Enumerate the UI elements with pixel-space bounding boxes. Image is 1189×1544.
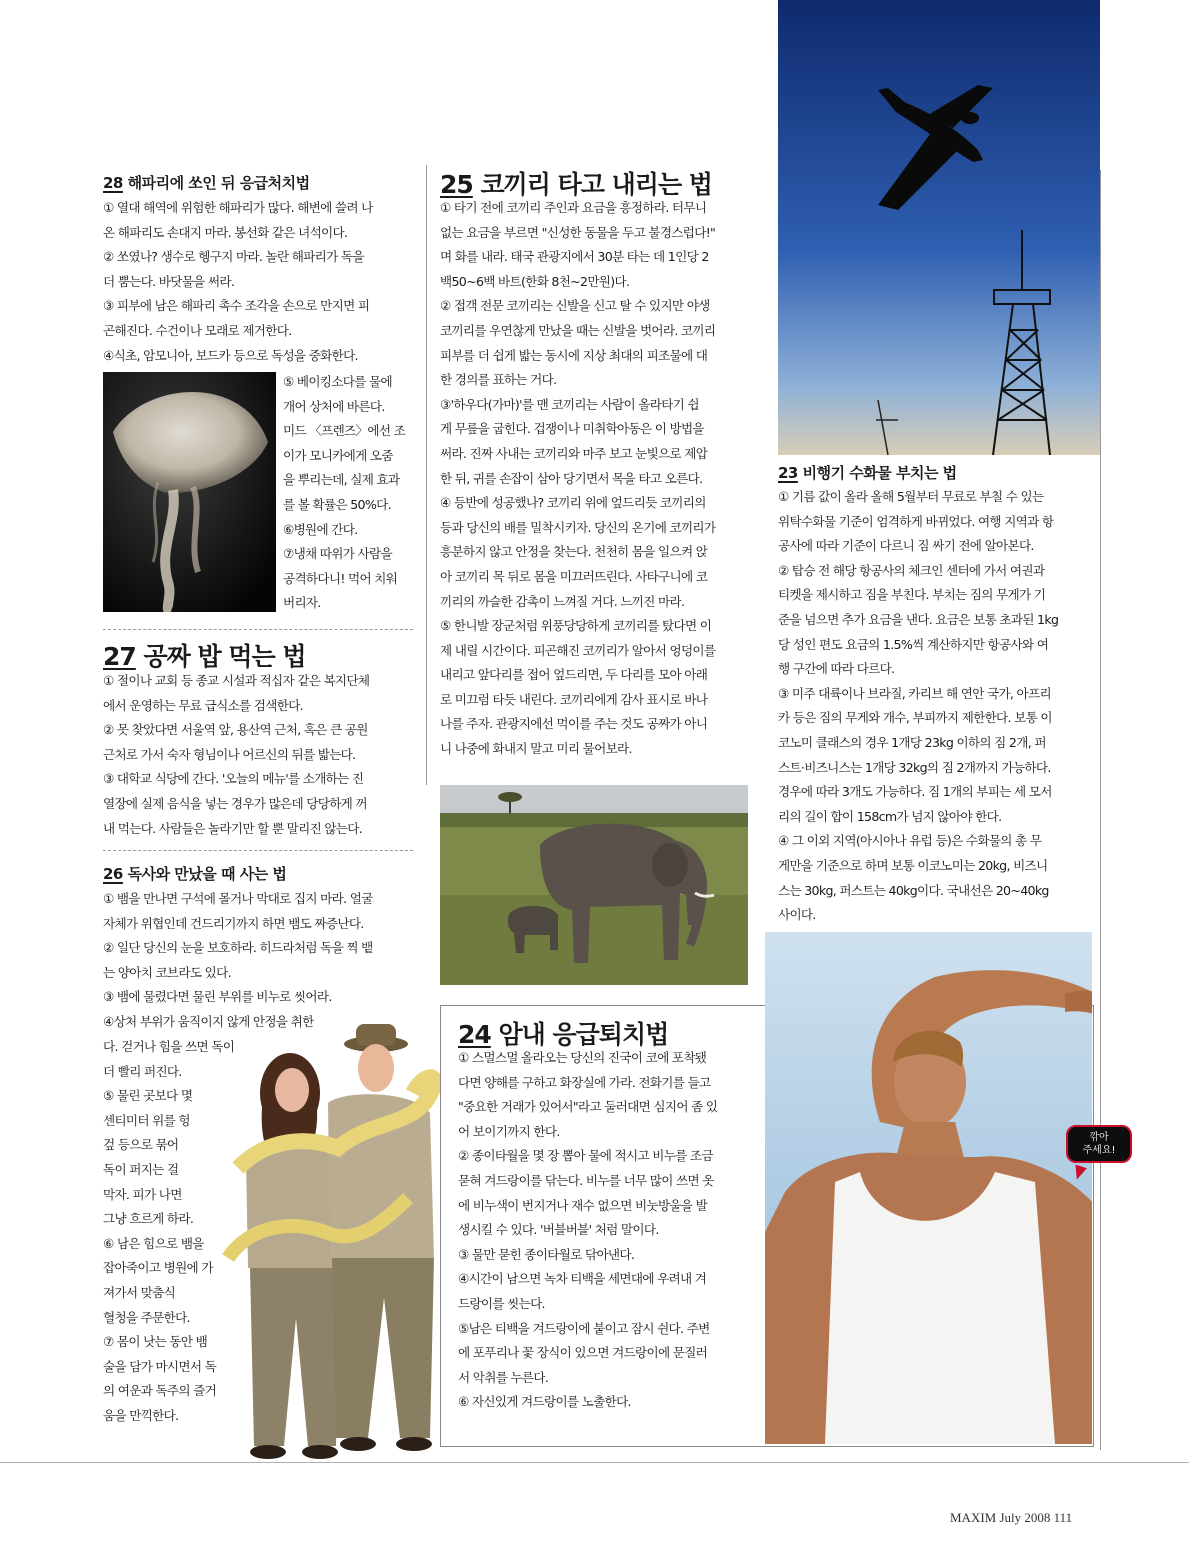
s28-side-line: 미드 〈프렌즈〉에선 조: [283, 423, 406, 439]
s25-line: ① 타기 전에 코끼리 주인과 요금을 흥정하라. 터무니: [440, 200, 707, 215]
s24-line: 서 악취를 누른다.: [458, 1369, 549, 1385]
s28-side-line: 를 볼 확률은 50%다.: [283, 496, 391, 512]
s23-line: ① 기름 값이 올라 올해 5월부터 무료로 부칠 수 있는: [778, 489, 1044, 504]
s25-line: 없는 요금을 부르면 "신성한 동물을 두고 불경스럽다!": [440, 224, 716, 240]
s23-line: 준을 넘으면 추가 요금을 낸다. 요금은 보통 초과된 1kg: [778, 611, 1059, 627]
s25-line: 나를 주자. 관광지에선 먹이를 주는 것도 공짜가 아니: [440, 716, 708, 732]
s23-line: 리의 길이 합이 158cm가 넘지 않아야 한다.: [778, 808, 1002, 824]
s25-line: 등과 당신의 배를 밀착시키자. 당신의 온기에 코끼리가: [440, 519, 716, 535]
s27-heading: [103, 637, 306, 673]
s28-line: ① 열대 해역에 위험한 해파리가 많다. 해변에 쓸려 나: [103, 200, 373, 215]
s28-side-line: ⑥병원에 간다.: [283, 521, 358, 537]
s25-line: 제 내릴 시간이다. 피곤해진 코끼리가 알아서 엉덩이를: [440, 642, 716, 658]
s27-number: 27: [103, 642, 136, 671]
divider: [103, 850, 413, 851]
s24-line: 생시킬 수 있다. '버블버블' 처럼 말이다.: [458, 1222, 659, 1238]
s24-line: 에 비누색이 번지거나 재수 없으면 비눗방울을 발: [458, 1197, 708, 1213]
s23-line: 행 구간에 따라 다르다.: [778, 661, 895, 677]
s26-number: 26: [103, 865, 123, 883]
airplane-sky-photo: [778, 0, 1100, 455]
s25-title: 코끼리 타고 내리는 법: [472, 170, 712, 199]
s26-narrow-line: 잡아죽이고 병원에 가: [103, 1260, 213, 1276]
s26-narrow-line: 의 여운과 독주의 즐거: [103, 1383, 217, 1399]
s25-line: 피부를 더 쉽게 밟는 동시에 지상 최대의 피조물에 대: [440, 347, 708, 363]
s23-line: 위탁수화물 기준이 엄격하게 바뀌었다. 여행 지역과 항: [778, 513, 1054, 529]
s23-line: ④ 그 이외 지역(아시아나 유럽 등)은 수화물의 총 무: [778, 833, 1042, 849]
s25-line: 끼리의 까슬한 감촉이 느껴질 거다. 느끼진 마라.: [440, 593, 685, 609]
s28-body: [103, 196, 415, 368]
page-bottom-rule: [0, 1462, 1189, 1463]
s25-line: 코끼리를 우연찮게 만났을 때는 신발을 벗어라. 코끼리: [440, 322, 716, 338]
s25-line: 흥분하지 않고 안정을 찾는다. 천천히 몸을 일으켜 앉: [440, 544, 708, 560]
s26-line: ④상처 부위가 움직이지 않게 안정을 취한: [103, 1013, 314, 1029]
s26-line: ③ 뱀에 물렸다면 물린 부위를 비누로 씻어라.: [103, 989, 332, 1005]
s25-line: 게 무릎을 굽힌다. 겁쟁이나 미취학아동은 이 방법을: [440, 421, 704, 437]
s23-line: 스트·비즈니스는 1개당 32kg의 짐 2개까지 가능하다.: [778, 759, 1051, 775]
s24-line: 다면 양해를 구하고 화장실에 가라. 전화기를 들고: [458, 1074, 711, 1090]
s26-narrow-line: 겊 등으로 묶어: [103, 1137, 179, 1153]
s28-side-line: 이가 모니카에게 오줌: [283, 447, 393, 463]
s24-line: ② 종이타월을 몇 장 뽑아 물에 적시고 비누를 조금: [458, 1148, 713, 1164]
s25-line: ③'하우다(가마)'를 맨 코끼리는 사람이 올라타기 쉽: [440, 396, 699, 412]
s24-line: 묻혀 겨드랑이를 닦는다. 비누를 너무 많이 쓰면 옷: [458, 1172, 714, 1188]
s28-line: 온 해파리도 손대지 마라. 봉선화 같은 녀석이다.: [103, 224, 348, 240]
s24-number: 24: [458, 1020, 491, 1049]
s26-line: ② 일단 당신의 눈을 보호하라. 히드라처럼 독을 찍 뱉: [103, 940, 373, 956]
s25-number: 25: [440, 170, 473, 199]
s27-line: 에서 운영하는 무료 급식소를 검색한다.: [103, 697, 303, 713]
s25-line: 아 코끼리 목 뒤로 몸을 미끄러뜨린다. 사타구니에 코: [440, 568, 708, 584]
s28-line: ③ 피부에 남은 해파리 촉수 조각을 손으로 만지면 피: [103, 298, 370, 314]
bubble-line: 깎아: [1089, 1132, 1109, 1143]
speech-bubble: [1066, 1125, 1132, 1163]
s23-line: 경우에 따라 3개도 가능하다. 짐 1개의 부피는 세 모서: [778, 784, 1052, 800]
s28-side-line: 개어 상처에 바른다.: [283, 398, 385, 414]
s24-line: ⑥ 자신있게 겨드랑이를 노출한다.: [458, 1394, 631, 1410]
s24-line: ① 스멀스멀 올라오는 당신의 진국이 코에 포착됐: [458, 1050, 707, 1065]
s25-body: [440, 196, 758, 762]
s25-line: 백50~6백 바트(한화 8천~2만원)다.: [440, 273, 630, 289]
s27-body: [103, 669, 415, 841]
s26-title: 독사와 만났을 때 사는 법: [122, 865, 287, 883]
s23-line: 공사에 따라 기준이 다르니 짐 싸기 전에 알아본다.: [778, 538, 1034, 554]
jellyfish-photo: [103, 372, 276, 612]
s24-line: 드랑이를 씻는다.: [458, 1295, 545, 1311]
page-folio: MAXIM July 2008 111: [950, 1510, 1073, 1525]
s28-side-line: 버리자.: [283, 595, 321, 611]
s28-line: 곤해진다. 수건이나 모래로 제거한다.: [103, 322, 292, 338]
s24-line: 어 보이기까지 한다.: [458, 1123, 560, 1139]
s28-line: ④식초, 암모니아, 보드카 등으로 독성을 중화한다.: [103, 347, 358, 363]
s23-line: 카 등은 짐의 무게와 개수, 부피까지 제한한다. 보통 이: [778, 710, 1052, 726]
column-divider: [426, 165, 427, 785]
s23-title: 비행기 수화물 부치는 법: [797, 464, 957, 482]
s23-number: 23: [778, 464, 798, 482]
s26-narrow-line: 술을 담가 마시면서 독: [103, 1358, 217, 1374]
s25-line: ④ 등반에 성공했나? 코끼리 위에 엎드리듯 코끼리의: [440, 495, 706, 511]
s28-number: 28: [103, 174, 123, 192]
s23-line: ③ 미주 대륙이나 브라질, 카리브 해 연안 국가, 아프리: [778, 685, 1051, 701]
s28-side-line: 공격하다니! 먹어 치워: [283, 570, 398, 586]
s25-line: 며 화를 내라. 태국 관광지에서 30분 타는 데 1인당 2: [440, 249, 709, 265]
s28-heading: [103, 172, 310, 193]
s26-narrow-line: 다. 걷거나 힘을 쓰면 독이: [103, 1039, 235, 1054]
s26-narrow-line: 센티미터 위를 헝: [103, 1112, 190, 1128]
divider: [103, 629, 413, 630]
s28-side-line: 을 뿌리는데, 실제 효과: [283, 472, 400, 488]
s26-narrow-line: 독이 퍼지는 걸: [103, 1161, 179, 1177]
s25-line: 니 나중에 화내지 말고 미리 물어보라.: [440, 741, 632, 757]
s24-title: 암내 응급퇴치법: [490, 1020, 669, 1049]
s25-line: 내리고 앞다리를 접어 엎드리면, 두 다리를 모아 아래: [440, 667, 708, 683]
s23-line: 게만을 기준으로 하며 보통 이코노미는 20kg, 비즈니: [778, 857, 1048, 873]
s24-line: 에 포푸리나 꽃 장식이 있으면 겨드랑이에 문질러: [458, 1345, 708, 1361]
s26-narrow-line: 져가서 맞춤식: [103, 1284, 176, 1300]
s27-line: 내 먹는다. 사람들은 놀라기만 할 뿐 말리진 않는다.: [103, 820, 363, 836]
s25-line: ② 접객 전문 코끼리는 신발을 신고 탈 수 있지만 야생: [440, 298, 710, 314]
man-raising-arm-photo: [765, 932, 1092, 1444]
s27-line: 근처로 가서 숙자 형님이나 어르신의 뒤를 밟는다.: [103, 746, 356, 762]
s26-narrow-line: 막자. 피가 나면: [103, 1186, 182, 1202]
s23-line: 코노미 클래스의 경우 1개당 23kg 이하의 짐 2개, 퍼: [778, 734, 1046, 750]
s26-narrow-line: 더 빨리 퍼진다.: [103, 1063, 182, 1079]
elephant-photo: [440, 785, 748, 985]
s28-side-body: [283, 370, 418, 616]
s24-line: ⑤남은 티백을 겨드랑이에 붙이고 잠시 쉰다. 주변: [458, 1320, 710, 1336]
s24-line: ④시간이 남으면 녹차 티백을 세면대에 우려내 겨: [458, 1271, 707, 1287]
s26-line: 는 양아치 코브라도 있다.: [103, 964, 231, 980]
s27-title: 공짜 밥 먹는 법: [135, 642, 306, 671]
s26-line: 자체가 위협인데 건드리기까지 하면 뱀도 짜증난다.: [103, 915, 364, 931]
s28-side-line: ⑤ 베이킹소다를 물에: [283, 374, 392, 389]
s25-line: 써라. 진짜 사내는 코끼리와 마주 보고 눈빛으로 제압: [440, 445, 708, 461]
s25-line: ⑤ 한니발 장군처럼 위풍당당하게 코끼리를 탔다면 이: [440, 618, 712, 634]
s25-line: 로 미끄럼 타듯 내린다. 코끼리에게 감사 표시로 바나: [440, 691, 708, 707]
couple-with-snake-photo: [208, 1018, 440, 1466]
s26-narrow-line: ⑤ 물린 곳보다 몇: [103, 1088, 193, 1104]
bubble-line: 주세요!: [1082, 1145, 1116, 1156]
s28-line: 더 뿜는다. 바닷물을 써라.: [103, 273, 235, 289]
s23-line: 사이다.: [778, 907, 816, 923]
s24-line: ③ 물만 묻힌 종이타월로 닦아낸다.: [458, 1246, 635, 1262]
s26-narrow-line: ⑥ 남은 힘으로 뱀을: [103, 1235, 204, 1251]
s23-line: 당 성인 편도 요금의 1.5%씩 계산하지만 항공사와 여: [778, 636, 1049, 652]
s24-body: [458, 1046, 760, 1415]
s23-line: 스는 30kg, 퍼스트는 40kg이다. 국내선은 20~40kg: [778, 882, 1049, 898]
s25-line: 한 경의를 표하는 거다.: [440, 372, 557, 388]
s23-line: ② 탑승 전 해당 항공사의 체크인 센터에 가서 여권과: [778, 562, 1045, 578]
s23-line: 티켓을 제시하고 짐을 부친다. 부치는 짐의 무게가 기: [778, 587, 1046, 603]
s26-narrow-line: ⑦ 몸이 낫는 동안 뱀: [103, 1334, 208, 1350]
s27-line: ② 못 찾았다면 서울역 앞, 용산역 근처, 혹은 큰 공원: [103, 722, 368, 738]
s27-line: ① 절이나 교회 등 종교 시설과 적십자 같은 복지단체: [103, 673, 370, 688]
column-divider: [1100, 170, 1101, 1450]
s23-heading: [778, 462, 957, 483]
s26-line: ① 뱀을 만나면 구석에 몰거나 막대로 집지 마라. 얼굴: [103, 891, 373, 906]
s26-heading: [103, 863, 286, 884]
s26-narrow-line: 그냥 흐르게 하라.: [103, 1211, 194, 1227]
s27-line: ③ 대학교 식당에 간다. '오늘의 메뉴'를 소개하는 진: [103, 771, 364, 787]
s26-narrow-line: 혈청을 주문한다.: [103, 1309, 190, 1325]
s23-body: [778, 485, 1096, 928]
s28-title: 해파리에 쏘인 뒤 응급처치법: [122, 174, 310, 192]
s26-narrow-line: 움을 만끽한다.: [103, 1407, 179, 1423]
s28-line: ② 쏘였나? 생수로 헹구지 마라. 놀란 해파리가 독을: [103, 249, 364, 265]
s24-line: "중요한 거래가 있어서"라고 둘러대면 심지어 좀 있: [458, 1099, 718, 1115]
s26-body: [103, 887, 415, 1035]
s25-line: 한 뒤, 귀를 손잡이 삼아 당기면서 목을 타고 오른다.: [440, 470, 703, 486]
s27-line: 열장에 실제 음식을 넣는 경우가 많은데 당당하게 꺼: [103, 795, 367, 811]
s28-side-line: ⑦냉채 따위가 사람을: [283, 546, 392, 562]
